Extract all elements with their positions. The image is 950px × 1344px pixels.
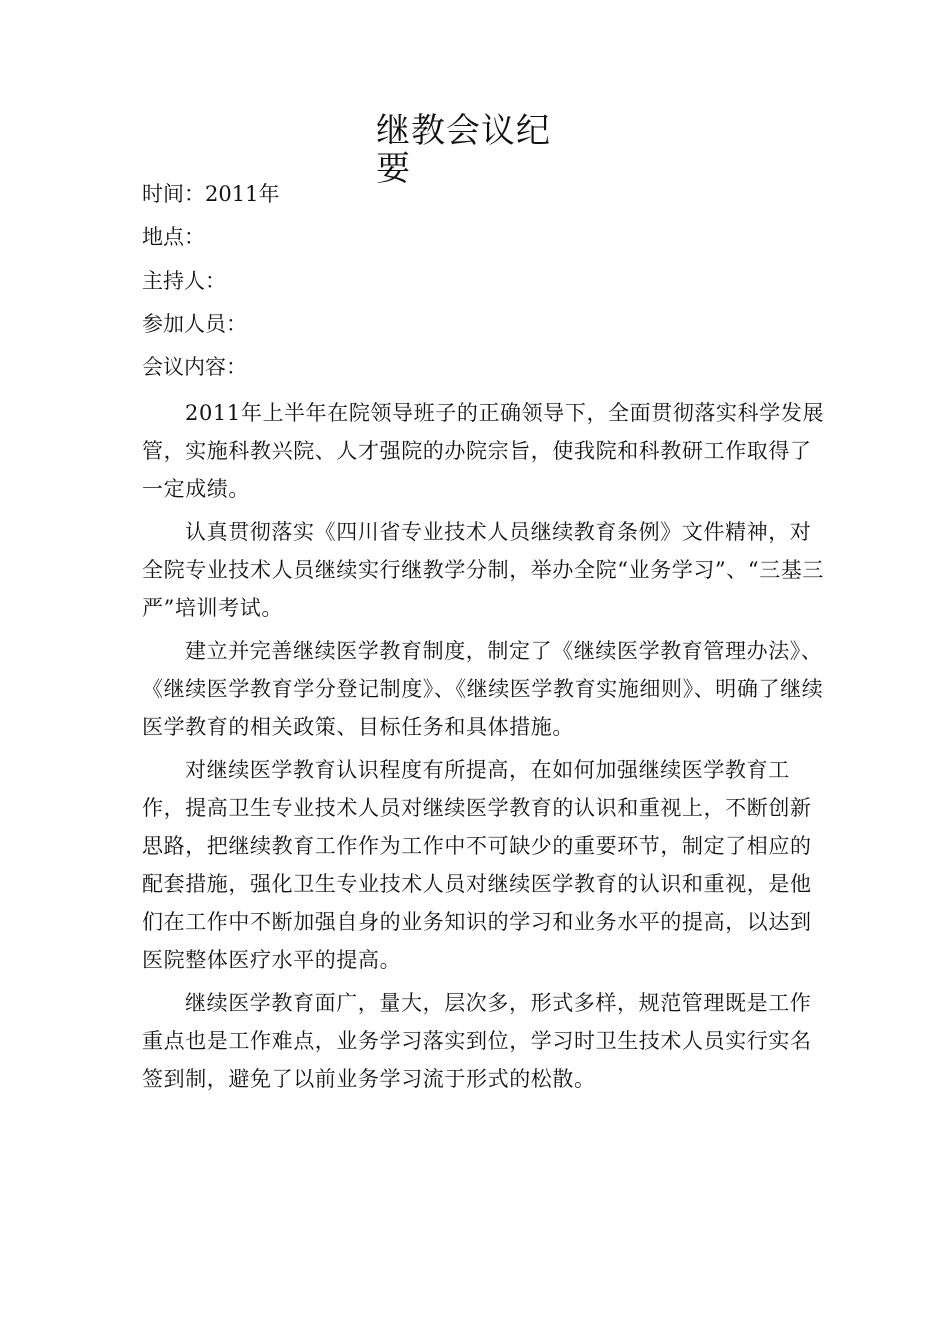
meeting-attendees: 参加人员： <box>142 312 247 336</box>
meeting-host: 主持人： <box>142 269 226 293</box>
paragraph-5: 继续医学教育面广，量大，层次多，形式多样，规范管理既是工作重点也是工作难点，业务学习落实到位，学习时卫生技术人员实行实名签到制，避免了以前业务学习流于形式的松散。 <box>142 991 812 1091</box>
paragraph-1: 2011年上半年在院领导班子的正确领导下，全面贯彻落实科学发展管，实施科教兴院、人才强院的办院宗旨，使我院和科教研工作取得了一定成绩。 <box>142 401 825 501</box>
meeting-place: 地点： <box>142 225 205 249</box>
paragraph-4: 对继续医学教育认识程度有所提高，在如何加强继续医学教育工作，提高卫生专业技术人员对继续医学教育的认识和重视上，不断创新思路，把继续教育工作作为工作中不可缺少的重要环节，制定了相应的配套措施，强化卫生专业技术人员对继续医学教育的认识和重视，是他们在工作中不断加强自身的业务知识的学习和业务水平的提高，以达到医院整体医疗水平的提高。 <box>142 758 812 972</box>
document-body <box>142 394 832 1103</box>
paragraph-2: 认真贯彻落实《四川省专业技术人员继续教育条例》文件精神，对全院专业技术人员继续实行继教学分制，举办全院“业务学习”、“三基三严”培训考试。 <box>142 520 825 620</box>
document-title: 继教会议纪要 <box>376 111 551 189</box>
meeting-time: 时间：2011年 <box>142 182 280 206</box>
paragraph-3: 建立并完善继续医学教育制度，制定了《继续医学教育管理办法》、《继续医学教育学分登记制度》、《继续医学教育实施细则》、明确了继续医学教育的相关政策、目标任务和具体措施。 <box>142 639 824 739</box>
meeting-content-label: 会议内容： <box>142 355 247 379</box>
